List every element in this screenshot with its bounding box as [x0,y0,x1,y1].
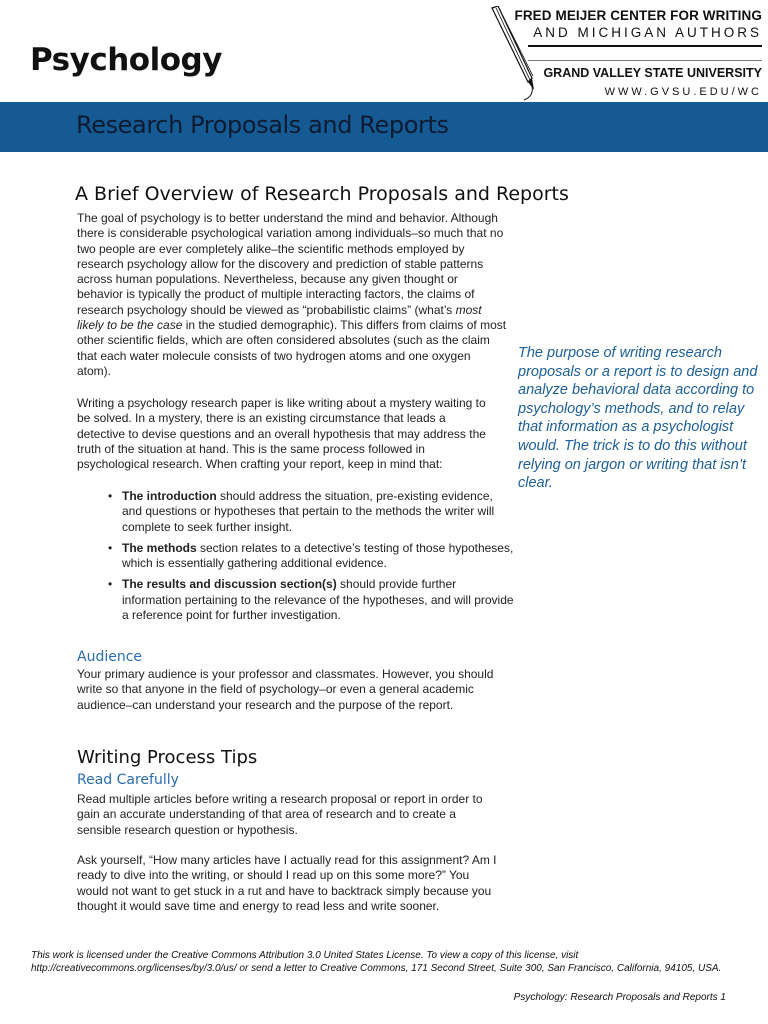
audience-paragraph: Your primary audience is your professor and classmates. However, you should write so that anyone in the field of psychology–or even a general academic audience–can understand your research and the purpose of the report. [77,667,494,712]
banner-title: Research Proposals and Reports [76,111,449,139]
list-item [105,577,515,623]
list-item-label: The introduction [122,489,217,503]
page-subject-title: Psychology [30,42,222,78]
bullet-icon: • [108,540,113,555]
overview-p1-text-b: in the studied demographic). This differs from claims of most other scientific fields, which are often considered absolutes (such as the claim that each water molecule consists of two hydrogen atoms and one oxygen atom). [77,318,507,378]
list-item-text: should address the situation, pre-existing evidence, and questions or hypotheses that pertain to the methods the writer will complete to seek further insight. [122,489,495,534]
overview-paragraph-2: Writing a psychology research paper is like writing about a mystery waiting to be solved. In a mystery, there is an existing circumstance that leads a detective to devise questions and an overall hypothesis that may address the truth of the situation at hand. This is the same process followed in psychological research. When crafting your report, keep in mind that: [77,396,486,472]
page-footer: Psychology: Research Proposals and Reports 1 [513,992,726,1003]
logo-divider [528,45,762,47]
logo-divider-thin [528,60,762,61]
title-banner [0,102,768,152]
overview-p1-text-a: The goal of psychology is to better understand the mind and behavior. Although there is considerable psychological variation among individuals–so much that no two people are ever completely alike–the scientific methods employed by research psychology allow for the discovery and prediction of stable patterns across human populations. Nevertheless, because any given thought or behavior is typically the product of multiple interacting factors, the claims of research psychology should be viewed as “probabilistic claims” (what’s [77,211,504,317]
writing-center-logo [488,6,768,102]
logo-line-michigan-authors: AND MICHIGAN AUTHORS [533,25,762,40]
read-carefully-paragraph-1: Read multiple articles before writing a research proposal or report in order to gain an accurate understanding of that area of research and to create a sensible research question or hypothesis. [77,792,483,837]
writing-tips-heading: Writing Process Tips [77,747,258,768]
bullet-icon: • [108,489,113,503]
overview-p1-emphasis: most likely to be the case [77,302,482,333]
list-item-text: should provide further information pertaining to the relevance of the hypotheses, and will provide a reference point for further investigation. [122,577,514,623]
logo-line-university: GRAND VALLEY STATE UNIVERSITY [543,66,762,80]
list-item [105,489,515,535]
list-item-label: The methods [122,540,197,555]
logo-line-center-name: FRED MEIJER CENTER FOR WRITING [514,8,762,23]
sidebar-pull-quote: The purpose of writing research proposals or a report is to design and analyze behavioral data according to psychology’s methods, and to relay that information as a psychologist would. The trick is to do this without relying on jargon or writing that isn’t clear. [518,345,758,492]
audience-heading: Audience [77,649,143,665]
logo-line-website: WWW.GVSU.EDU/WC [604,86,762,98]
license-notice: This work is licensed under the Creative Commons Attribution 3.0 United States License. To view a copy of this license, visit http://creativecommons.org/licenses/by/3.0/us/ or send a letter to Creative Commons, 171 Second Street, Suite 300, San Francisco, California, 94105, USA. [31,950,722,974]
read-carefully-paragraph-2: Ask yourself, “How many articles have I actually read for this assignment? Am I ready to dive into the writing, or should I read up on this some more?” You would not want to get stuck in a rut and have to backtrack simply because you thought it would save time and energy to read less and write sooner. [77,853,497,913]
list-item-label: The results and discussion section(s) [122,577,337,592]
overview-heading: A Brief Overview of Research Proposals and Reports [75,183,569,205]
read-carefully-heading: Read Carefully [77,772,179,788]
list-item [105,541,515,572]
list-item-text: section relates to a detective’s testing of those hypotheses, which is essentially gathering additional evidence. [122,540,514,571]
report-sections-list [105,489,515,629]
bullet-icon: • [108,577,113,592]
overview-paragraph-1 [77,211,507,379]
